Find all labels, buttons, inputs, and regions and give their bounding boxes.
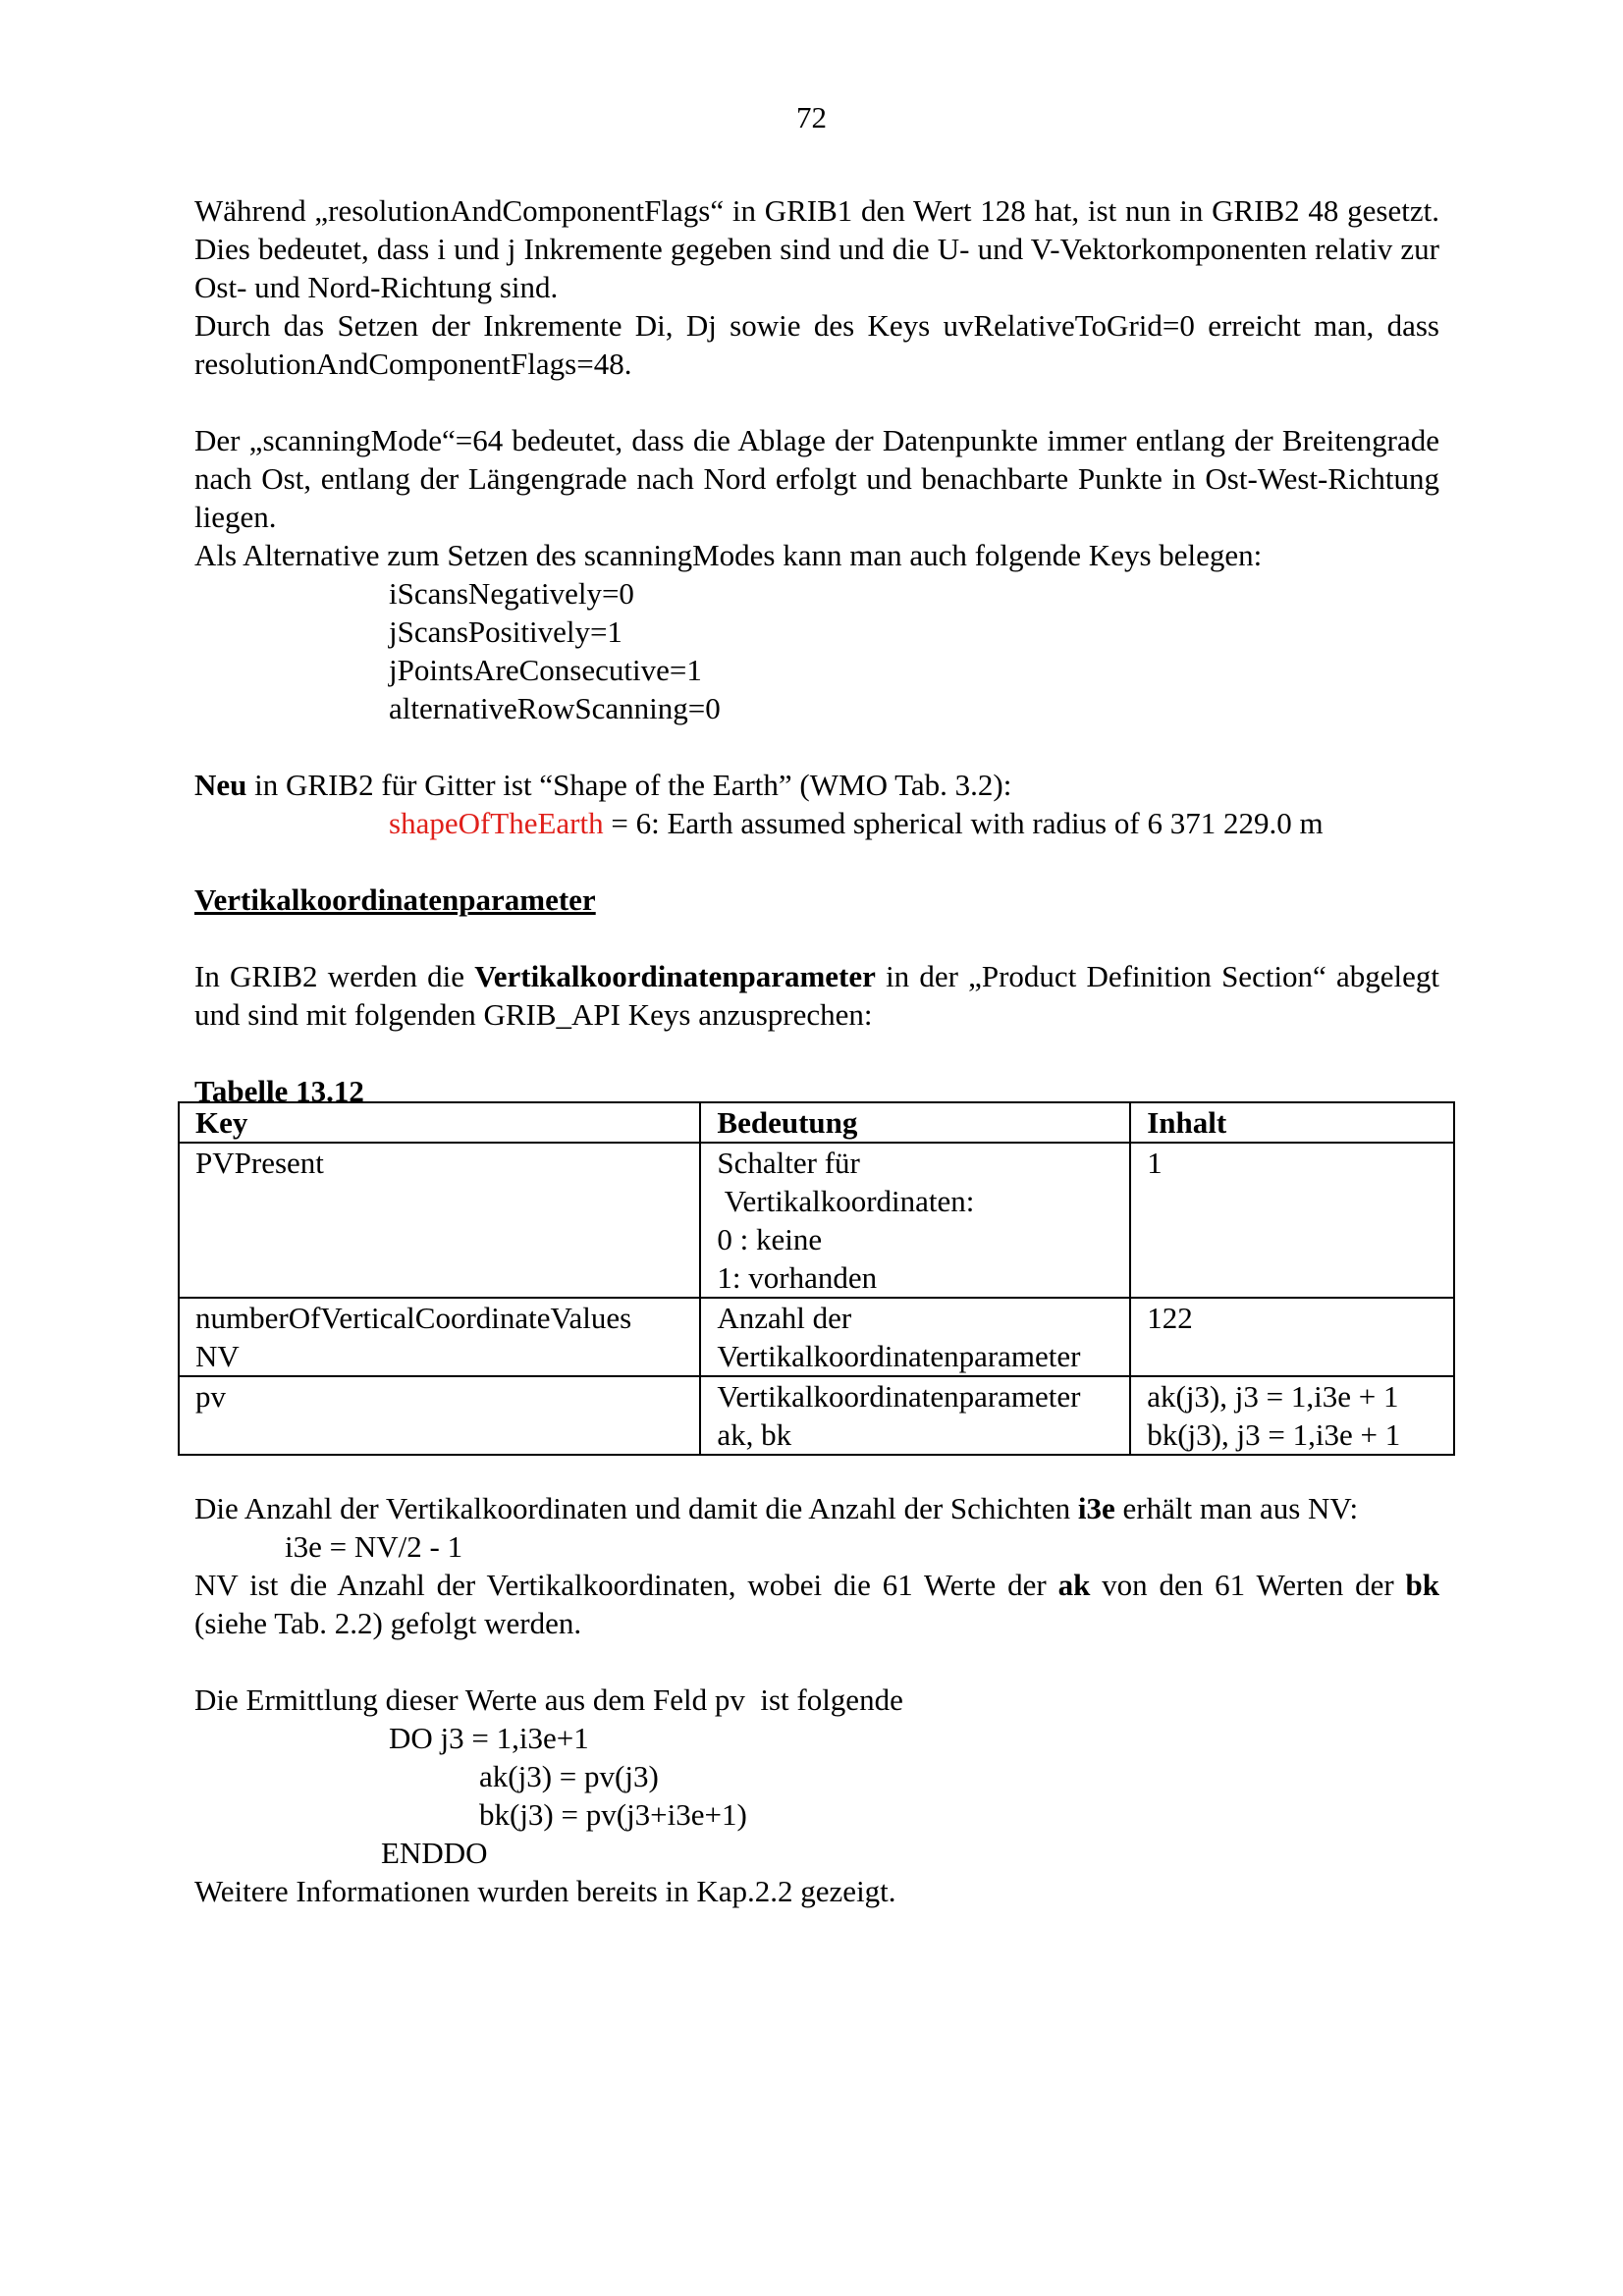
paragraph-determination: Die Ermittlung dieser Werte aus dem Feld pv ist folgende (194, 1682, 903, 1717)
cell-line: Anzahl der (717, 1301, 852, 1335)
paragraph-alternative: Als Alternative zum Setzen des scanningModes kann man auch folgende Keys belegen: (194, 538, 1263, 572)
page-body-after-table (194, 1489, 1439, 1910)
cell-meaning (700, 1298, 1130, 1376)
cell-line: ak, bk (717, 1417, 792, 1452)
shape-value-text: = 6: Earth assumed spherical with radius of 6 371 229.0 m (603, 806, 1324, 840)
cell-line: PVPresent (195, 1146, 324, 1180)
text-run: Die Anzahl der Vertikalkoordinaten und damit die Anzahl der Schichten (194, 1491, 1078, 1525)
bold-term: Vertikalkoordinatenparameter (474, 959, 876, 993)
cell-key (179, 1143, 700, 1298)
shape-intro-text: in GRIB2 für Gitter ist “Shape of the Earth” (WMO Tab. 3.2): (246, 768, 1012, 802)
table-header-row (179, 1102, 1454, 1143)
text-run: erhält man aus NV: (1114, 1491, 1359, 1525)
cell-line: 0 : keine (717, 1222, 823, 1256)
code-do-line: DO j3 = 1,i3e+1 (389, 1721, 589, 1755)
cell-key (179, 1376, 700, 1455)
cell-content (1130, 1376, 1454, 1455)
paragraph-increments: Durch das Setzen der Inkremente Di, Dj sowie des Keys uvRelativeToGrid=0 erreicht man, dass resolutionAndComponentFlags=48. (194, 308, 1439, 381)
page-body (194, 191, 1439, 1110)
cell-line: Vertikalkoordinatenparameter (717, 1339, 1081, 1373)
text-run: von den 61 Werten der (1090, 1568, 1406, 1602)
cell-meaning (700, 1143, 1130, 1298)
cell-content (1130, 1143, 1454, 1298)
header-meaning: Bedeutung (700, 1102, 1130, 1143)
cell-line: Vertikalkoordinatenparameter (717, 1379, 1081, 1414)
formula-line: i3e = NV/2 - 1 (285, 1529, 463, 1564)
cell-line: Schalter für (717, 1146, 860, 1180)
table-title: Tabelle 13.12 (194, 1074, 364, 1108)
page-number: 72 (796, 100, 827, 134)
cell-line: NV (195, 1339, 240, 1373)
table-row (179, 1143, 1454, 1298)
cell-meaning (700, 1376, 1130, 1455)
shape-line (194, 804, 1439, 842)
cell-line: 122 (1147, 1301, 1193, 1335)
scan-key-line: jPointsAreConsecutive=1 (389, 653, 702, 687)
table-row (179, 1376, 1454, 1455)
cell-line: Vertikalkoordinaten: (717, 1184, 975, 1218)
paragraph-product-definition (194, 957, 1439, 1034)
table-row (179, 1298, 1454, 1376)
header-key: Key (179, 1102, 700, 1143)
scan-key-line: alternativeRowScanning=0 (389, 691, 721, 725)
paragraph-further-info: Weitere Informationen wurden bereits in Kap.2.2 gezeigt. (194, 1874, 896, 1908)
bold-term: ak (1057, 1568, 1091, 1602)
bold-term: i3e (1077, 1491, 1115, 1525)
cell-line: bk(j3), j3 = 1,i3e + 1 (1147, 1417, 1401, 1452)
paragraph-scanning-mode: Der „scanningMode“=64 bedeutet, dass die Ablage der Datenpunkte immer entlang der Breitengrade nach Ost, entlang der Längengrade nach Nord erfolgt und benachbarte Punkte in Ost-West-Richtung liegen. (194, 423, 1439, 534)
paragraph-nv (194, 1566, 1439, 1642)
cell-content (1130, 1298, 1454, 1376)
cell-line: 1 (1147, 1146, 1163, 1180)
code-enddo-line: ENDDO (381, 1836, 488, 1870)
text-run: (siehe Tab. 2.2) gefolgt werden. (194, 1606, 582, 1640)
text-run: NV ist die Anzahl der Vertikalkoordinaten, wobei die 61 Werte der (194, 1568, 1058, 1602)
bold-neu: Neu (194, 768, 247, 802)
paragraph-resolution-flags: Während „resolutionAndComponentFlags“ in GRIB1 den Wert 128 hat, ist nun in GRIB2 48 gesetzt. Dies bedeutet, dass i und j Inkremente gegeben sind und die U- und V-Vektorkomponenten relativ zur Ost- und Nord-Richtung sind. (194, 193, 1439, 304)
paragraph-shape-intro (194, 766, 1439, 804)
bold-term: bk (1405, 1568, 1439, 1602)
section-heading: Vertikalkoordinatenparameter (194, 882, 596, 917)
parameter-table (178, 1101, 1455, 1456)
cell-line: ak(j3), j3 = 1,i3e + 1 (1147, 1379, 1399, 1414)
text-run: In GRIB2 werden die (194, 959, 475, 993)
cell-line: numberOfVerticalCoordinateValues (195, 1301, 632, 1335)
shape-key-red: shapeOfTheEarth (389, 806, 604, 840)
text-run: in der „Product Definition Section“ abgelegt und sind mit folgenden GRIB_API Keys anzusprechen: (194, 959, 1439, 1032)
scan-key-line: iScansNegatively=0 (389, 576, 634, 611)
code-ak-line: ak(j3) = pv(j3) (479, 1759, 659, 1793)
header-content: Inhalt (1130, 1102, 1454, 1143)
code-bk-line: bk(j3) = pv(j3+i3e+1) (479, 1797, 747, 1832)
paragraph-layer-count (194, 1489, 1439, 1527)
cell-key (179, 1298, 700, 1376)
scan-key-line: jScansPositively=1 (389, 614, 622, 649)
cell-line: pv (195, 1379, 226, 1414)
cell-line: 1: vorhanden (717, 1260, 878, 1295)
